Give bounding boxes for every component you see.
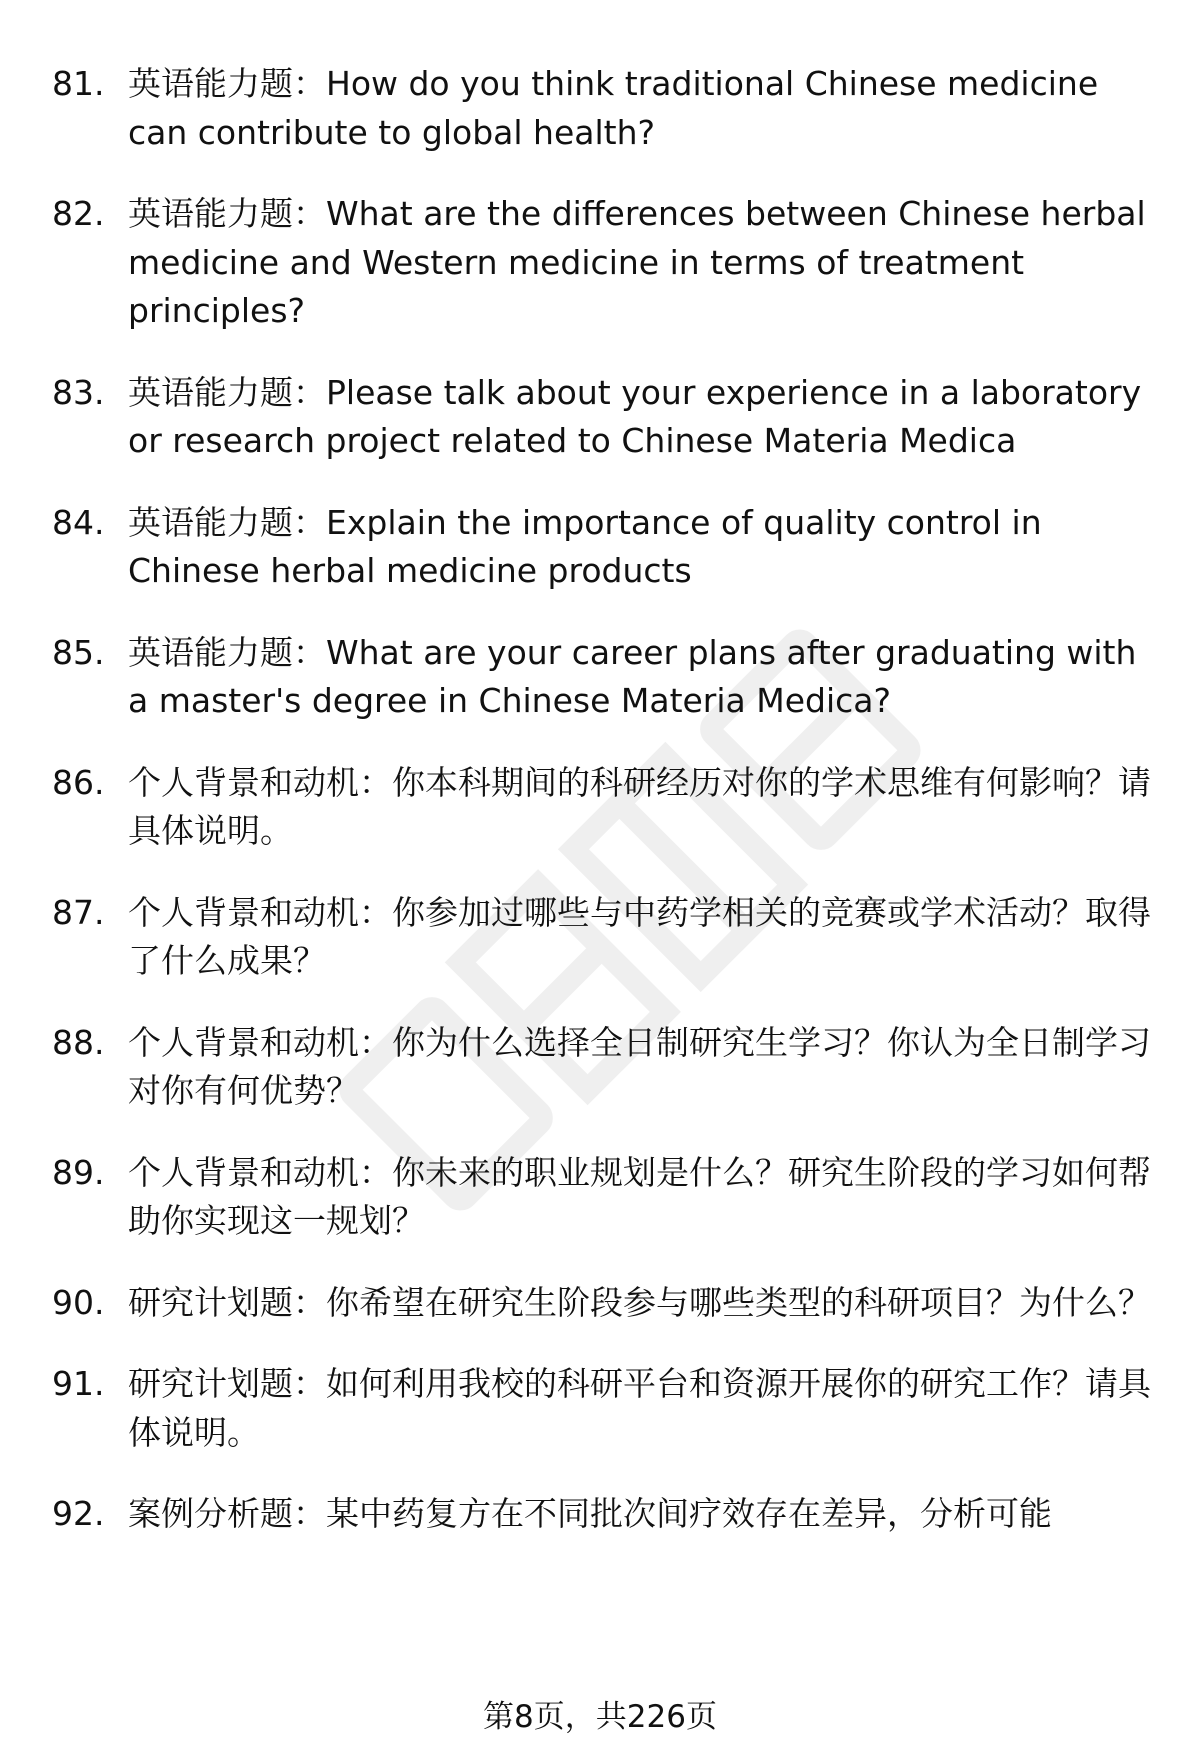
question-item xyxy=(0,1279,1200,1328)
question-item xyxy=(0,1360,1200,1457)
question-text: 研究计划题：如何利用我校的科研平台和资源开展你的研究工作？请具体说明。 xyxy=(128,1364,1151,1452)
question-item xyxy=(0,1490,1200,1539)
question-text: 英语能力题：What are the differences between Chinese herbal medicine and Western medicine in terms of treatment principles? xyxy=(128,194,1146,330)
question-text: 英语能力题：How do you think traditional Chinese medicine can contribute to global health? xyxy=(128,64,1099,152)
question-number: 83. xyxy=(52,372,105,412)
question-item xyxy=(0,759,1200,856)
question-text: 个人背景和动机：你本科期间的科研经历对你的学术思维有何影响？请具体说明。 xyxy=(128,762,1151,850)
question-text: 个人背景和动机：你为什么选择全日制研究生学习？你认为全日制学习对你有何优势？ xyxy=(128,1022,1151,1110)
page-footer: 第8页，共226页 xyxy=(483,1699,717,1735)
question-number: 84. xyxy=(52,502,105,542)
question-list xyxy=(0,60,1200,1572)
question-number: 91. xyxy=(52,1364,105,1403)
question-item xyxy=(0,629,1200,726)
question-number: 87. xyxy=(52,892,105,932)
question-number: 92. xyxy=(52,1494,105,1533)
question-text: 研究计划题：你希望在研究生阶段参与哪些类型的科研项目？为什么？ xyxy=(128,1282,1151,1322)
question-item xyxy=(0,499,1200,596)
question-text: 案例分析题：某中药复方在不同批次间疗效存在差异，分析可能 xyxy=(128,1494,1052,1533)
question-number: 81. xyxy=(52,64,105,103)
question-text: 英语能力题：Explain the importance of quality control in Chinese herbal medicine products xyxy=(128,502,1042,590)
question-text: 个人背景和动机：你参加过哪些与中药学相关的竞赛或学术活动？取得了什么成果？ xyxy=(128,892,1151,980)
question-item xyxy=(0,1019,1200,1116)
question-text: 英语能力题：What are your career plans after graduating with a master's degree in Chinese Materia Medica? xyxy=(128,632,1137,720)
question-number: 86. xyxy=(52,762,105,802)
question-item xyxy=(0,60,1200,157)
question-item xyxy=(0,369,1200,466)
question-item xyxy=(0,190,1200,336)
question-item xyxy=(0,889,1200,986)
question-text: 个人背景和动机：你未来的职业规划是什么？研究生阶段的学习如何帮助你实现这一规划？ xyxy=(128,1152,1151,1240)
question-number: 85. xyxy=(52,632,105,672)
question-number: 89. xyxy=(52,1152,105,1192)
question-number: 82. xyxy=(52,194,105,233)
question-number: 90. xyxy=(52,1282,105,1322)
question-item xyxy=(0,1149,1200,1246)
question-text: 英语能力题：Please talk about your experience in a laboratory or research project related to Chinese Materia Medica xyxy=(128,372,1142,460)
question-number: 88. xyxy=(52,1022,105,1062)
